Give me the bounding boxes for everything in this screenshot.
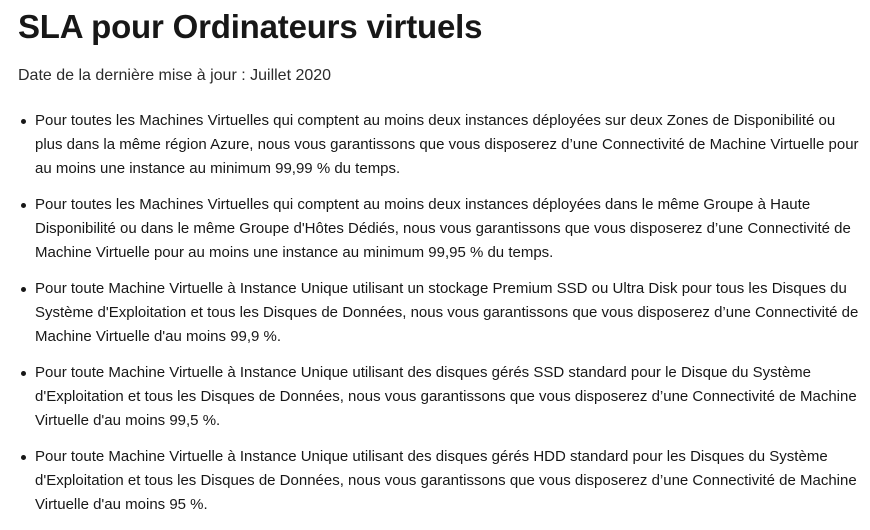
sla-list-item [18, 193, 862, 265]
sla-list-item [18, 109, 862, 181]
sla-item-text: Pour toute Machine Virtuelle à Instance Unique utilisant des disques gérés SSD standard pour le Disque du Système d'Exploitation et tous les Disques de Données, nous vous garantissons que vous disposerez d’une Connectivité de Machine Virtuelle d'au moins 99,5 %. [35, 364, 857, 429]
bullet-icon [21, 119, 26, 124]
sla-item-text: Pour toute Machine Virtuelle à Instance Unique utilisant un stockage Premium SSD ou Ultra Disk pour tous les Disques du Système d'Exploitation et tous les Disques de Données, nous vous garantissons que vous disposerez d’une Connectivité de Machine Virtuelle d'au moins 99,9 %. [35, 280, 859, 345]
sla-list [18, 109, 862, 517]
sla-list-item [18, 361, 862, 433]
last-updated-text: Date de la dernière mise à jour : Juillet 2020 [18, 67, 332, 84]
bullet-icon [21, 203, 26, 208]
bullet-icon [21, 455, 26, 460]
sla-list-item [18, 445, 862, 517]
sla-item-text: Pour toutes les Machines Virtuelles qui comptent au moins deux instances déployées sur deux Zones de Disponibilité ou plus dans la même région Azure, nous vous garantissons que vous disposerez d’une Connectivité de Machine Virtuelle pour au moins une instance au minimum 99,99 % du temps. [35, 112, 859, 177]
sla-item-text: Pour toutes les Machines Virtuelles qui comptent au moins deux instances déployées dans le même Groupe à Haute Disponibilité ou dans le même Groupe d'Hôtes Dédiés, nous vous garantissons que vous disposerez d’une Connectivité de Machine Virtuelle pour au moins une instance au minimum 99,95 % du temps. [35, 196, 851, 261]
bullet-icon [21, 371, 26, 376]
sla-item-text: Pour toute Machine Virtuelle à Instance Unique utilisant des disques gérés HDD standard pour les Disques du Système d'Exploitation et tous les Disques de Données, nous vous garantissons que vous disposerez d’une Connectivité de Machine Virtuelle d'au moins 95 %. [35, 448, 857, 513]
sla-list-item [18, 277, 862, 349]
page-title: SLA pour Ordinateurs virtuels [18, 8, 483, 45]
bullet-icon [21, 287, 26, 292]
